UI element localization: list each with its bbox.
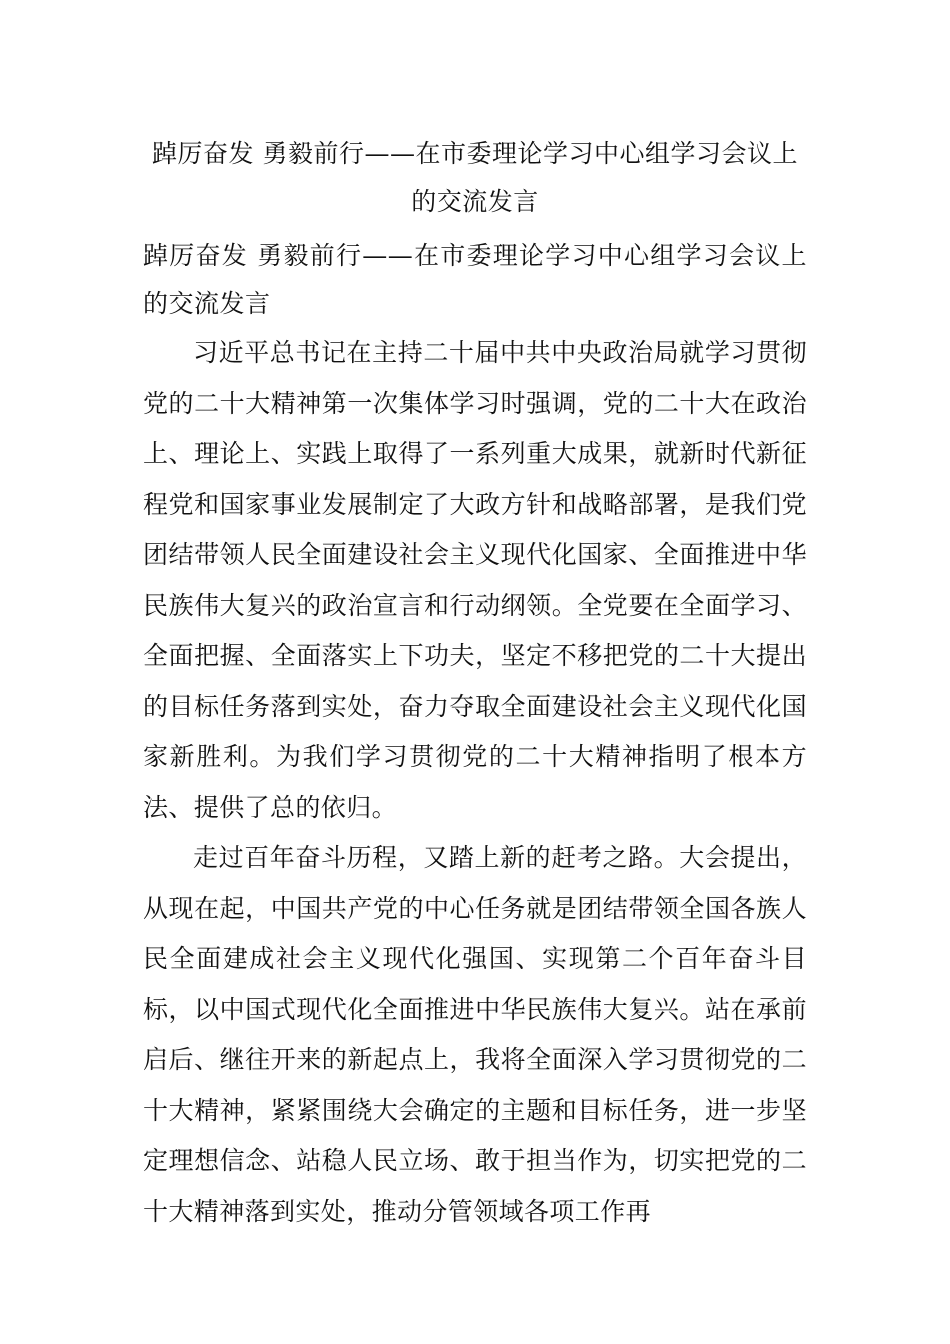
- document-body: [143, 328, 807, 1237]
- paragraph-2: 走过百年奋斗历程，又踏上新的赶考之路。大会提出，从现在起，中国共产党的中心任务就是团结带领全国各族人民全面建成社会主义现代化强国、实现第二个百年奋斗目标，以中国式现代化全面推进中华民族伟大复兴。站在承前启后、继往开来的新起点上，我将全面深入学习贯彻党的二十大精神，紧紧围绕大会确定的主题和目标任务，进一步坚定理想信念、站稳人民立场、敢于担当作为，切实把党的二十大精神落到实处，推动分管领域各项工作再: [143, 843, 807, 1226]
- document-title: 踔厉奋发 勇毅前行——在市委理论学习中心组学习会议上的交流发言: [152, 139, 798, 216]
- document-subtitle: 踔厉奋发 勇毅前行——在市委理论学习中心组学习会议上的交流发言: [143, 241, 807, 318]
- paragraph-1: 习近平总书记在主持二十届中共中央政治局就学习贯彻党的二十大精神第一次集体学习时强调，党的二十大在政治上、理论上、实践上取得了一系列重大成果，就新时代新征程党和国家事业发展制定了大政方针和战略部署，是我们党团结带领人民全面建设社会主义现代化国家、全面推进中华民族伟大复兴的政治宣言和行动纲领。全党要在全面学习、全面把握、全面落实上下功夫，坚定不移把党的二十大提出的目标任务落到实处，奋力夺取全面建设社会主义现代化国家新胜利。为我们学习贯彻党的二十大精神指明了根本方法、提供了总的依归。: [143, 338, 807, 822]
